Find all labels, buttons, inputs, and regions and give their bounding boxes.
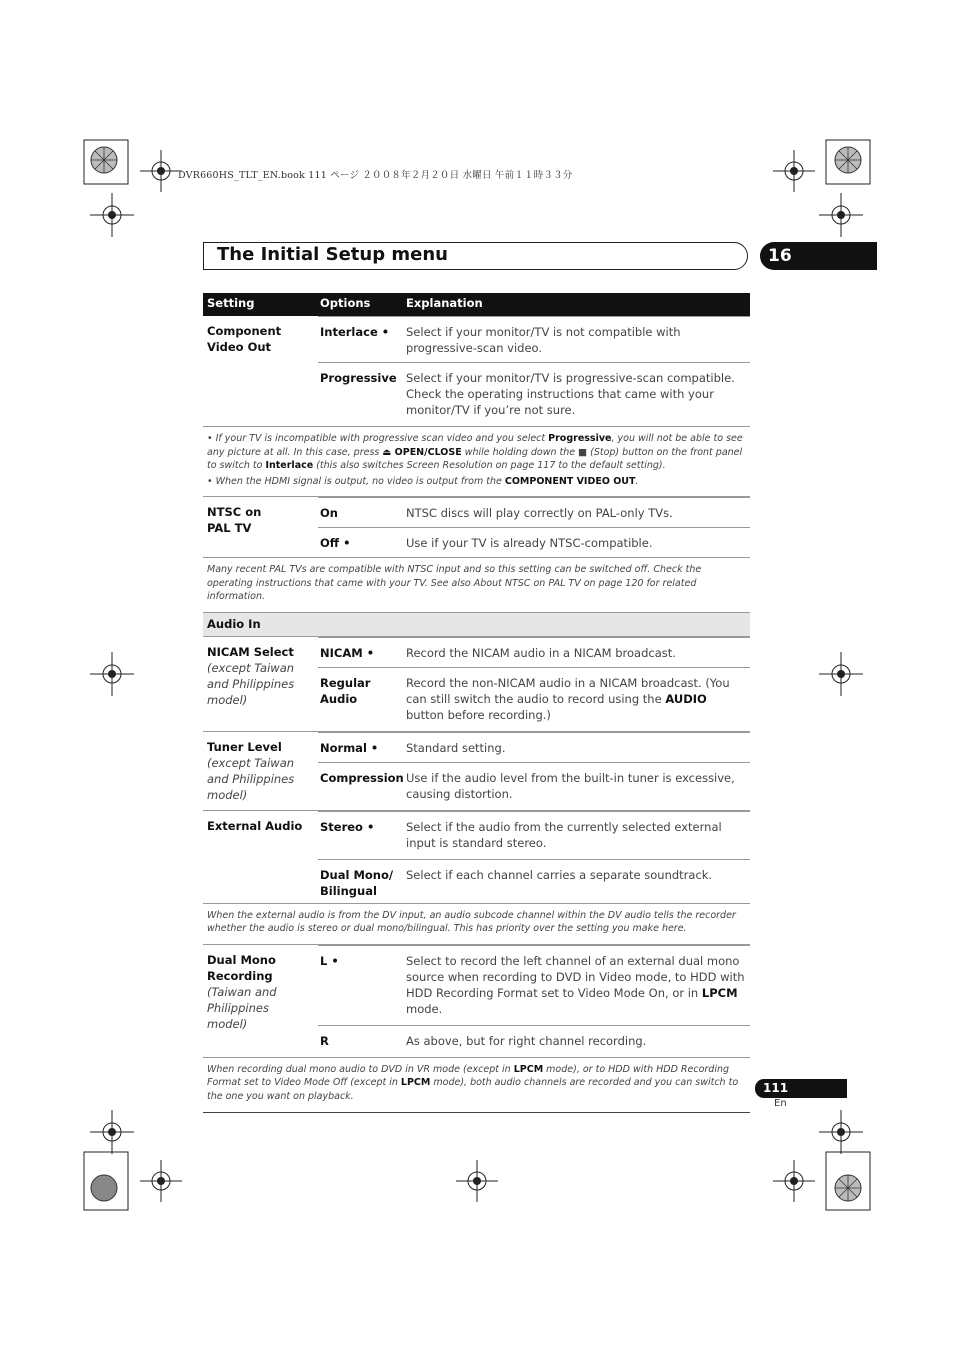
registration-mark-bottom-right <box>812 1150 872 1212</box>
table-row <box>318 497 750 527</box>
note-line-progressive: • If your TV is incompatible with progressive scan video and you select Progressive, you will not be able to see any picture at all. In this case, press ⏏ OPEN/CLOSE while holding down the ■ (Stop) button on the front panel to switch to Interlace (this also switches Screen Resolution on page 117 to the default setting). <box>207 433 743 471</box>
table-row <box>318 732 750 762</box>
group-tuner-level <box>203 732 750 811</box>
option-cell: Dual Mono/ Bilingual <box>320 867 394 898</box>
table-row <box>318 362 750 426</box>
group-nicam-select <box>203 637 750 732</box>
option-cell: R <box>320 1033 329 1048</box>
explanation-cell: Select if your monitor/TV is not compatible with progressive-scan video. <box>406 325 681 355</box>
registration-mark-bottom-right-cross <box>773 1160 815 1202</box>
page-language: En <box>774 1098 787 1109</box>
explanation-cell: As above, but for right channel recording. <box>406 1033 647 1048</box>
book-file-line: DVR660HS_TLT_EN.book 111 ページ ２００８年２月２０日 水曜日 午前１１時３３分 <box>178 170 573 181</box>
explanation-cell: Select if each channel carries a separate soundtrack. <box>406 867 713 882</box>
option-cell: Stereo • <box>320 819 375 834</box>
header-setting: Setting <box>207 296 255 310</box>
table-row <box>318 811 750 859</box>
section-audio-in: Audio In <box>203 613 750 637</box>
note-line-hdmi: • When the HDMI signal is output, no video is output from the COMPONENT VIDEO OUT. <box>207 475 639 487</box>
explanation-cell: Standard setting. <box>406 740 506 755</box>
registration-mark-bottom-left-cross <box>140 1160 182 1202</box>
setting-cell: NICAM Select (except Taiwan and Philippines model) <box>207 644 295 707</box>
explanation-cell: Record the non-NICAM audio in a NICAM broadcast. (You can still switch the audio to record using the AUDIO button before recording.) <box>406 675 730 722</box>
table-row <box>318 667 750 731</box>
note-ntsc: Many recent PAL TVs are compatible with NTSC input and so this setting can be switched off. Check the operating instructions that came with your TV. See also About NTSC on PAL TV on page 120 for related information. <box>203 558 750 613</box>
setting-cell: External Audio <box>207 818 303 833</box>
explanation-cell: NTSC discs will play correctly on PAL-only TVs. <box>406 506 673 520</box>
registration-mark-right-bottom-cross <box>819 1110 863 1154</box>
header-explanation: Explanation <box>406 296 483 310</box>
note-component <box>203 427 750 497</box>
option-cell: Interlace • <box>320 325 390 339</box>
page-title: The Initial Setup menu <box>217 244 448 265</box>
registration-mark-right-mid <box>819 652 863 696</box>
registration-mark-top-right <box>812 138 872 198</box>
group-component-video-out <box>203 316 750 427</box>
table-row <box>318 859 750 903</box>
option-cell: On <box>320 506 338 520</box>
option-cell: Normal • <box>320 740 379 755</box>
table-row <box>318 316 750 362</box>
group-external-audio <box>203 811 750 904</box>
header-options: Options <box>320 296 371 310</box>
option-cell: Regular Audio <box>320 675 371 706</box>
registration-mark-left-cross-1 <box>90 193 134 237</box>
chapter-tab: 16 <box>760 242 877 270</box>
registration-mark-top-right-cross <box>773 150 815 192</box>
setting-cell: NTSC on PAL TV <box>207 505 262 535</box>
explanation-cell: Select if your monitor/TV is progressive-scan compatible. Check the operating instructions that came with your monitor/TV if you’re not sure. <box>406 371 735 417</box>
registration-mark-bottom-center <box>456 1160 498 1202</box>
note-external-audio: When the external audio is from the DV input, an audio subcode channel within the DV audio tells the recorder whether the audio is stereo or dual mono/bilingual. This has priority over the setting you make here. <box>203 904 750 945</box>
registration-mark-left-bottom-cross <box>90 1110 134 1154</box>
table-row <box>318 945 750 1025</box>
table-row <box>318 1025 750 1057</box>
setting-cell: Tuner Level (except Taiwan and Philippines model) <box>207 739 295 802</box>
option-cell: Compression <box>320 770 404 785</box>
option-cell: L • <box>320 953 339 968</box>
table-row <box>318 637 750 667</box>
group-dual-mono-recording <box>203 945 750 1058</box>
explanation-cell: Record the NICAM audio in a NICAM broadcast. <box>406 645 676 660</box>
setting-cell: Component Video Out <box>207 324 282 354</box>
explanation-cell: Select to record the left channel of an external dual mono source when recording to DVD in Video mode, to HDD with HDD Recording Format set to Video Mode On, or in LPCM mode. <box>406 953 745 1016</box>
table-row <box>318 762 750 810</box>
group-ntsc-on-pal <box>203 497 750 558</box>
table-header <box>203 293 750 316</box>
registration-mark-right-cross-1 <box>819 193 863 237</box>
settings-table <box>203 293 750 1113</box>
explanation-cell: Use if the audio level from the built-in tuner is excessive, causing distortion. <box>406 770 735 801</box>
page-number-tab: 111 <box>755 1079 847 1098</box>
option-cell: NICAM • <box>320 645 375 660</box>
explanation-cell: Use if your TV is already NTSC-compatible. <box>406 536 653 550</box>
registration-mark-top-left-cross <box>140 150 182 192</box>
note-dual-mono: When recording dual mono audio to DVD in VR mode (except in LPCM mode), or to HDD with HDD Recording Format set to Video Mode Off (except in LPCM mode), both audio channels are recorded and you can switch to the one you want on playback. <box>203 1058 750 1114</box>
table-row <box>318 527 750 557</box>
setting-cell: Dual Mono Recording (Taiwan and Philippines model) <box>207 952 277 1031</box>
registration-mark-left-mid <box>90 652 134 696</box>
explanation-cell: Select if the audio from the currently selected external input is standard stereo. <box>406 819 722 850</box>
option-cell: Progressive <box>320 371 397 385</box>
option-cell: Off • <box>320 536 351 550</box>
